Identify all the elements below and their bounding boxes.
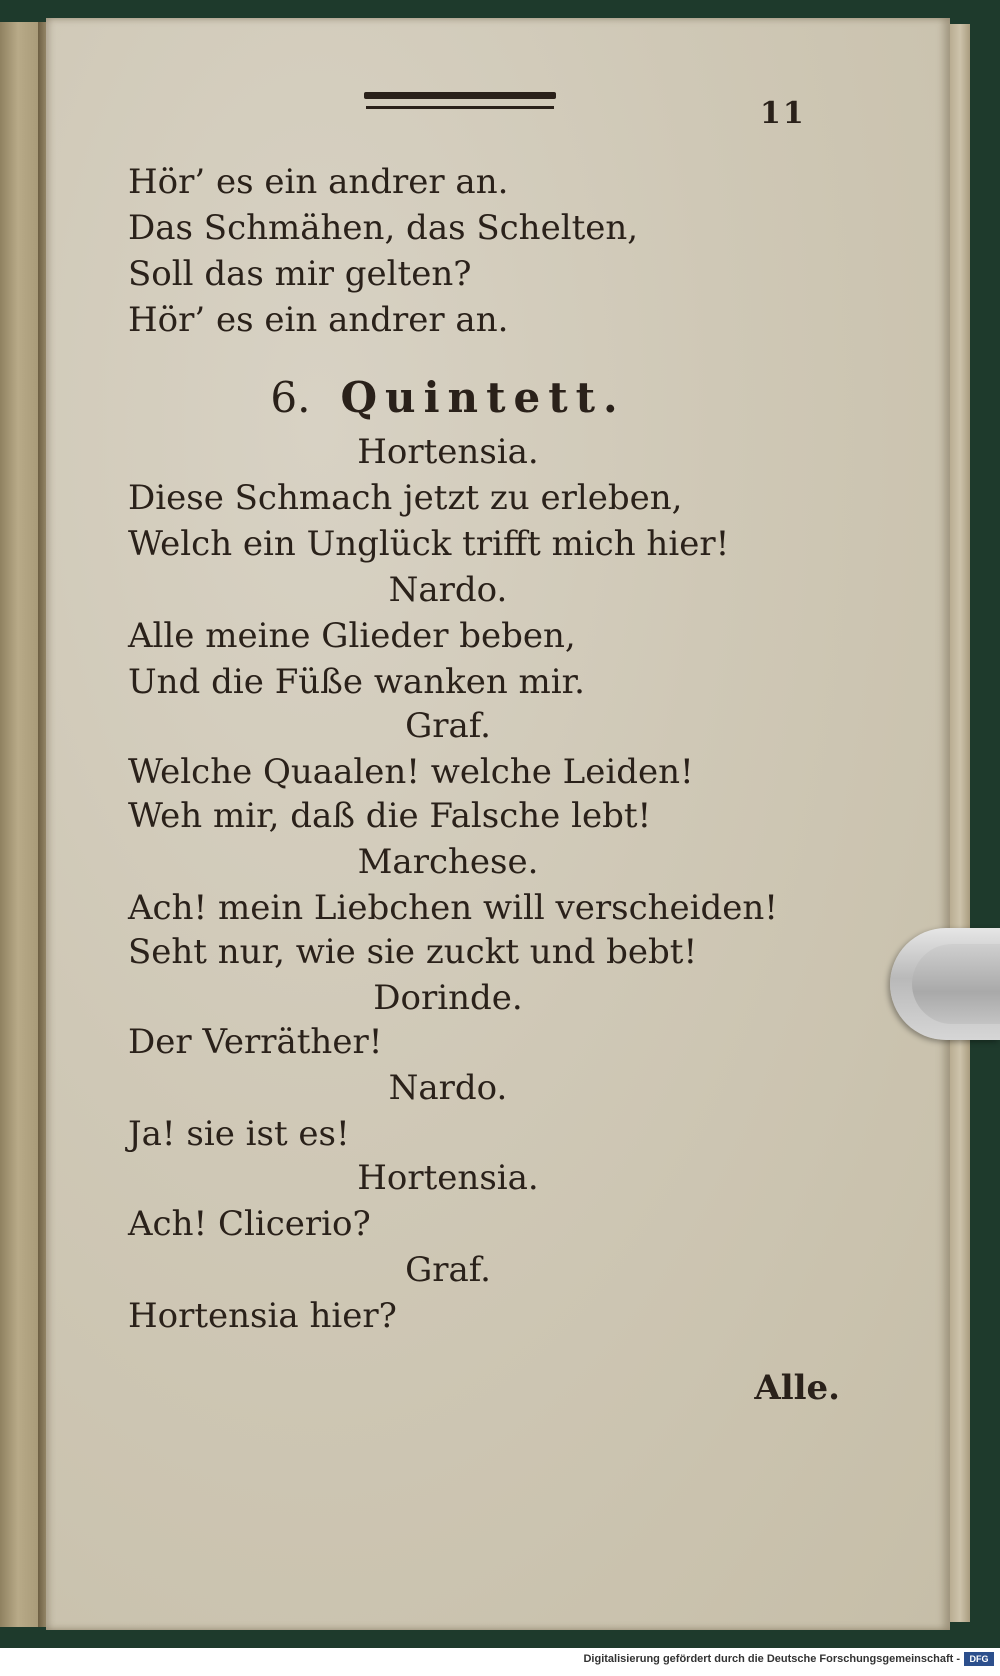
page-number: 11 [760,96,806,131]
verse-line: Hör’ es ein andrer an. [128,300,509,340]
page-stack-edge [950,24,970,1622]
funding-credit: Digitalisierung gefördert durch die Deutsche Forschungsgemeinschaft - [583,1653,960,1665]
verse-line: Hör’ es ein andrer an. [128,162,509,202]
speaker-name: Nardo. [388,570,508,610]
verse-line: Alle meine Glieder beben, [128,616,576,656]
verse-line: Das Schmähen, das Schelten, [128,208,639,248]
speaker-name: Nardo. [388,1068,508,1108]
page-clip-inner [912,944,1000,1024]
speaker-name: Dorinde. [373,978,523,1018]
header-rule-ornament [364,88,556,118]
verse-line: Welche Quaalen! welche Leiden! [128,752,694,792]
speaker-name: Marchese. [357,842,539,882]
section-number: 6. [270,373,311,422]
speaker-name: Graf. [405,1250,491,1290]
verse-line: Soll das mir gelten? [128,254,472,294]
dfg-logo-icon: DFG [964,1652,994,1666]
verse-line: Diese Schmach jetzt zu erleben, [128,478,683,518]
speaker-name: Graf. [405,706,491,746]
section-title: Quintett. [340,373,626,422]
verse-line: Und die Füße wanken mir. [128,662,585,702]
verse-line: Ja! sie ist es! [128,1114,350,1154]
speaker-name: Hortensia. [357,432,539,472]
verse-line: Hortensia hier? [128,1296,397,1336]
ornament-thick-rule [364,92,556,99]
catchword: Alle. [754,1368,840,1408]
facing-page-edge [0,22,40,1627]
verse-line: Ach! Clicerio? [128,1204,371,1244]
verse-line: Seht nur, wie sie zuckt und bebt! [128,932,698,972]
ornament-thin-rule [366,106,554,109]
verse-line: Welch ein Unglück trifft mich hier! [128,524,730,564]
speaker-name: Hortensia. [357,1158,539,1198]
verse-line: Ach! mein Liebchen will verscheiden! [128,888,778,928]
section-heading [128,374,768,422]
verse-line: Der Verräther! [128,1022,383,1062]
verse-line: Weh mir, daß die Falsche lebt! [128,796,652,836]
